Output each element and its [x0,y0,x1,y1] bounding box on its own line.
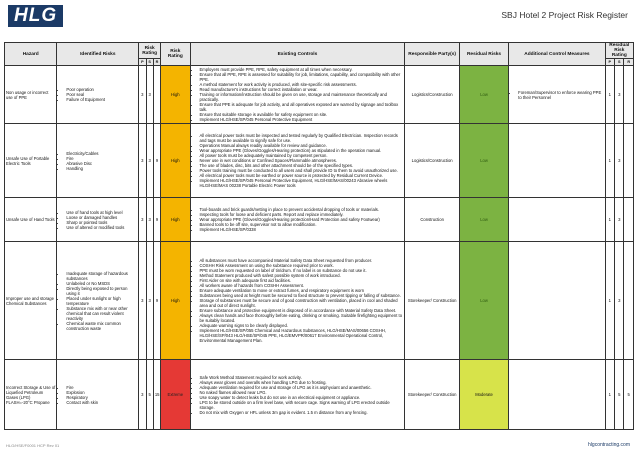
col-residual: Residual Risks [459,43,508,66]
control-list [192,133,404,188]
rating-cell: Extreme [161,360,190,430]
controls-cell [190,66,405,124]
control-item: • Do not mix with Oxygen or HFL unless 3m gap is evident. 1.5 m distance from any fencing. [200,410,404,415]
table-row [5,124,634,198]
rs-cell: 3 [615,124,624,198]
col-rs: S [615,59,624,66]
additional-cell [509,124,605,198]
control-item: • Safe Work Method Statement required for work activity. [200,375,404,380]
p-cell: 3 [139,198,146,242]
logo-text: HLG [8,5,63,27]
control-item: • PPE must be worn requested on label of tin/drum. If no label is on substance do not use it. [200,268,404,273]
table-row [5,66,634,124]
control-item: • First Aider on site with adequate first aid facilities. [200,278,404,283]
s-cell: 5 [146,360,153,430]
rs-cell: 3 [615,242,624,360]
risk-register-table [4,42,634,430]
control-item: • The use of blades, disc, bits and other attachment should be of the specified types. [200,163,404,168]
col-risk-rating: Risk Rating [139,43,161,59]
risk-list [58,271,137,331]
footer-website: hlgcontracting.com [588,442,630,448]
risks-cell [57,242,139,360]
control-list [192,375,404,415]
control-item: • All workers aware of hazards from COSHH Assessment. [200,283,404,288]
risk-item: • Use of hand tools at high level [66,210,137,215]
control-item: • LPG to be stored outside on a firm level base, with secure cage. Signs warning of LPG erected outside storage. [200,400,404,410]
col-identified-risks: Identified Risks [57,43,139,66]
control-item: • All electrical power tools must be earthed or power source is protected by Residual Current Device. [200,173,404,178]
control-item: • Adequate warning signs to be clearly displayed. [200,323,404,328]
r-cell: 9 [153,242,160,360]
control-item: • Substances being used at height must be secured to fixed structure to prevent tipping or falling of substance. [200,293,404,298]
control-item: • Tool-boards and brick guards/netting in place to prevent accidental dropping of tools or materials. [200,207,404,212]
control-item: • All electrical power tools must be inspected and tested regularly by Qualified Electrician. Inspection records and tags must be available to signify safe for use. [200,133,404,143]
control-item: • Method Statement produced with safest possible system of work introduced. [200,273,404,278]
control-item: • Always wear gloves and overalls when handling LPG due to frosting. [200,380,404,385]
risk-item: • Inadequate storage of hazardous substances [66,271,137,281]
col-p: P [139,59,146,66]
r-cell: 9 [153,124,160,198]
risk-item: • Poor operation [66,87,137,92]
rs-cell: 5 [615,360,624,430]
control-item: • Training or information/instruction should be given on use, storage and maintenance theoretically and practically. [200,92,404,102]
additional-list [510,90,603,100]
col-existing-controls: Existing Controls [190,43,405,66]
control-item: • Implement HLG/HSE/SP/045 Personal Protective Equipment, HLG/HSE/MAS/00243 Abrasive wheels HLG/HSE/MAS 00238 Portable Electric Power tools [200,178,404,188]
responsible-cell: Construction [405,198,460,242]
control-item: • Banned tools to be off site, supervisor not to allow modification. [200,222,404,227]
risks-cell [57,360,139,430]
risks-cell [57,198,139,242]
control-item: • Inspecting tools for loose and deficient parts. Report and replace immediately. [200,212,404,217]
additional-item: • Foreman/Supervisor to enforce wearing PPE to their Personnel [518,90,603,100]
col-rr: R [624,59,634,66]
risk-list [58,385,137,405]
control-item: • Implement HLG/HSE/SP/055 Chemical and Hazardous Substances, HLG/HSE/MAS/00656 COSHH, HLG/HSE/SP/043 HLG/HSE/SP/045 PPE, HLG/EMVPR/00617 Environmental Operational Control, Environmental Management Plan. [200,328,404,343]
rating-cell: High [161,66,190,124]
risk-item: • Poor seal [66,92,137,97]
p-cell: 3 [139,242,146,360]
risk-item: • Fire [66,156,137,161]
control-item: • Ensure that suitable storage is available for safety equipment on site. [200,112,404,117]
controls-cell [190,198,405,242]
rr-cell [624,66,634,124]
additional-cell [509,66,605,124]
residual-cell: Low [459,66,508,124]
control-list [192,207,404,232]
controls-cell [190,124,405,198]
rp-cell: 1 [605,360,614,430]
risk-item: • Substance mix with or near other chemical that can result violent reactivity [66,306,137,321]
control-item: • All power tools must be adequately maintained by competent person. [200,153,404,158]
col-s: S [146,59,153,66]
additional-cell [509,242,605,360]
rs-cell: 3 [615,66,624,124]
control-item: • Adequate ventilation required for use and storage of LPG as it is asphyxiant and anaesthetic. [200,385,404,390]
control-item: • A method statement for work activity is produced, with site-specific risk assessments. [200,82,404,87]
control-item: • Ensure that PPE is adequate for job activity, and all operatives exposed are warned by signage and toolbox talk. [200,102,404,112]
risk-item: • Sharp or pointed tools [66,220,137,225]
risk-item: • Unlabeled or No MSDS [66,281,137,286]
control-item: • Always clean hands and face thoroughly before eating, drinking or smoking. Suitable firefighting equipment to be suitably located. [200,313,404,323]
risk-item: • Chemical waste mix common construction waste [66,321,137,331]
residual-cell: Low [459,242,508,360]
control-item: • Wear appropriate PPE (Gloves/Goggles/Hearing protection/Hard Protection and safety Footwear) [200,217,404,222]
risk-item: • Placed under sunlight or high temperature [66,296,137,306]
col-rating: Risk Rating [161,43,190,66]
risk-item: • Explosion [66,390,137,395]
r-cell [153,66,160,124]
hazard-cell: Non usage or incorrect use of PPE [5,66,57,124]
control-item: • COSHH Risk Assessment on using the substance required prior to work. [200,263,404,268]
risk-item: • Directly being exposed to person using it [66,286,137,296]
rr-cell [624,198,634,242]
col-r: R [153,59,160,66]
control-item: • Implement HLG/HSE/SP/045 Personal Protective Equipment [200,117,404,122]
s-cell: 3 [146,242,153,360]
document-title: SBJ Hotel 2 Project Risk Register [501,10,628,20]
p-cell: 3 [139,66,146,124]
hazard-cell: Improper use and storage Chemical Substances [5,242,57,360]
col-rp: P [605,59,614,66]
rp-cell: 1 [605,242,614,360]
footer-doc-ref: HLG/HSE/F0001 HCP Rev 01 [6,443,60,448]
control-item: • Never use in wet conditions or Confined Spaces/Flammable atmospheres. [200,158,404,163]
col-residual-rating: Residual Risk Rating [605,43,633,59]
control-item: • Ensure adequate ventilation to move or extract fumes, and respiratory equipment is worn [200,288,404,293]
rr-cell [624,242,634,360]
control-item: • Wear appropriate PPE (Gloves/Goggles/Hearing protection) as stipulated in the operation manual. [200,148,404,153]
residual-cell: Low [459,198,508,242]
rating-cell: High [161,198,190,242]
table-row [5,242,634,360]
page-header [0,0,638,40]
additional-cell [509,360,605,430]
hazard-cell: Unsafe Use of Hand Tools [5,198,57,242]
control-item: • All substances must have accompanied Material Safety Data Sheet requested from producer. [200,258,404,263]
residual-cell: Moderate [459,360,508,430]
risk-list [58,151,137,171]
r-cell: 9 [153,198,160,242]
col-responsible: Responsible Party(s) [405,43,460,66]
risk-item: • Respiratory [66,395,137,400]
risk-item: • Handling [66,166,137,171]
control-item: • Employers must provide PPE, RPE, safety equipment at all times when necessary. [200,67,404,72]
risk-item: • Loose or damaged handles [66,215,137,220]
company-logo [8,5,63,27]
responsible-cell: Logistics/Construction [405,124,460,198]
control-item: • Operations Manual always readily available for review and guidance. [200,143,404,148]
control-item: • Power tools training must be conducted to all users and shall provide ID to them to avoid unauthorized use. [200,168,404,173]
risks-cell [57,66,139,124]
risk-item: • Abrasive Disc [66,161,137,166]
control-list [192,67,404,122]
risk-item: • Contact with skin [66,400,137,405]
p-cell: 3 [139,360,146,430]
header-row [5,43,634,59]
col-additional: Additional Control Measures [509,43,605,66]
risk-item: • Fire [66,385,137,390]
risk-item: • Electricity/Cables [66,151,137,156]
responsible-cell: Storekeeper/ Construction [405,360,460,430]
risk-item: • Failure of Equipment [66,97,137,102]
s-cell: 3 [146,198,153,242]
control-item: • Implement HLG/HSE/SP/0338 [200,227,404,232]
rp-cell: 1 [605,198,614,242]
rs-cell: 3 [615,198,624,242]
control-item: • Use soapy water to detect leaks but do not use in an electrical equipment or appliance. [200,395,404,400]
control-list [192,258,404,343]
rating-cell: High [161,124,190,198]
control-item: • Ensure substance and protective equipment is disposed of in accordance with Material Safety Data Sheet. [200,308,404,313]
table-row [5,198,634,242]
s-cell: 3 [146,66,153,124]
risk-item: • Use of altered or modified tools [66,225,137,230]
rp-cell: 1 [605,66,614,124]
hazard-cell: Incorrect Storage & Use of Liquefied Petroleum Gases (LPG) FLASH=-20°C Propane [5,360,57,430]
col-hazard: Hazard [5,43,57,66]
responsible-cell: Logistics/Construction [405,66,460,124]
controls-cell [190,242,405,360]
rr-cell: 5 [624,360,634,430]
rp-cell: 1 [605,124,614,198]
risks-cell [57,124,139,198]
additional-cell [509,198,605,242]
p-cell: 3 [139,124,146,198]
rating-cell: High [161,242,190,360]
responsible-cell: Storekeeper/ Construction [405,242,460,360]
hazard-cell: Unsafe Use of Portable Electric Tools [5,124,57,198]
control-item: • Read manufacturer's instructions for correct installation or wear. [200,87,404,92]
s-cell: 3 [146,124,153,198]
control-item: • Storage of substances must be secure and of good construction with ventilation, placed in cool and shaded area and out of direct sunlight. [200,298,404,308]
rr-cell [624,124,634,198]
controls-cell [190,360,405,430]
control-item: • No naked flames allowed near LPG. [200,390,404,395]
risk-list [58,87,137,102]
r-cell: 15 [153,360,160,430]
residual-cell: Low [459,124,508,198]
risk-list [58,210,137,230]
table-row [5,360,634,430]
control-item: • Ensure that all PPE, RPE is assessed for suitability for job, limitations, capability, and compatibility with other PPE. [200,72,404,82]
